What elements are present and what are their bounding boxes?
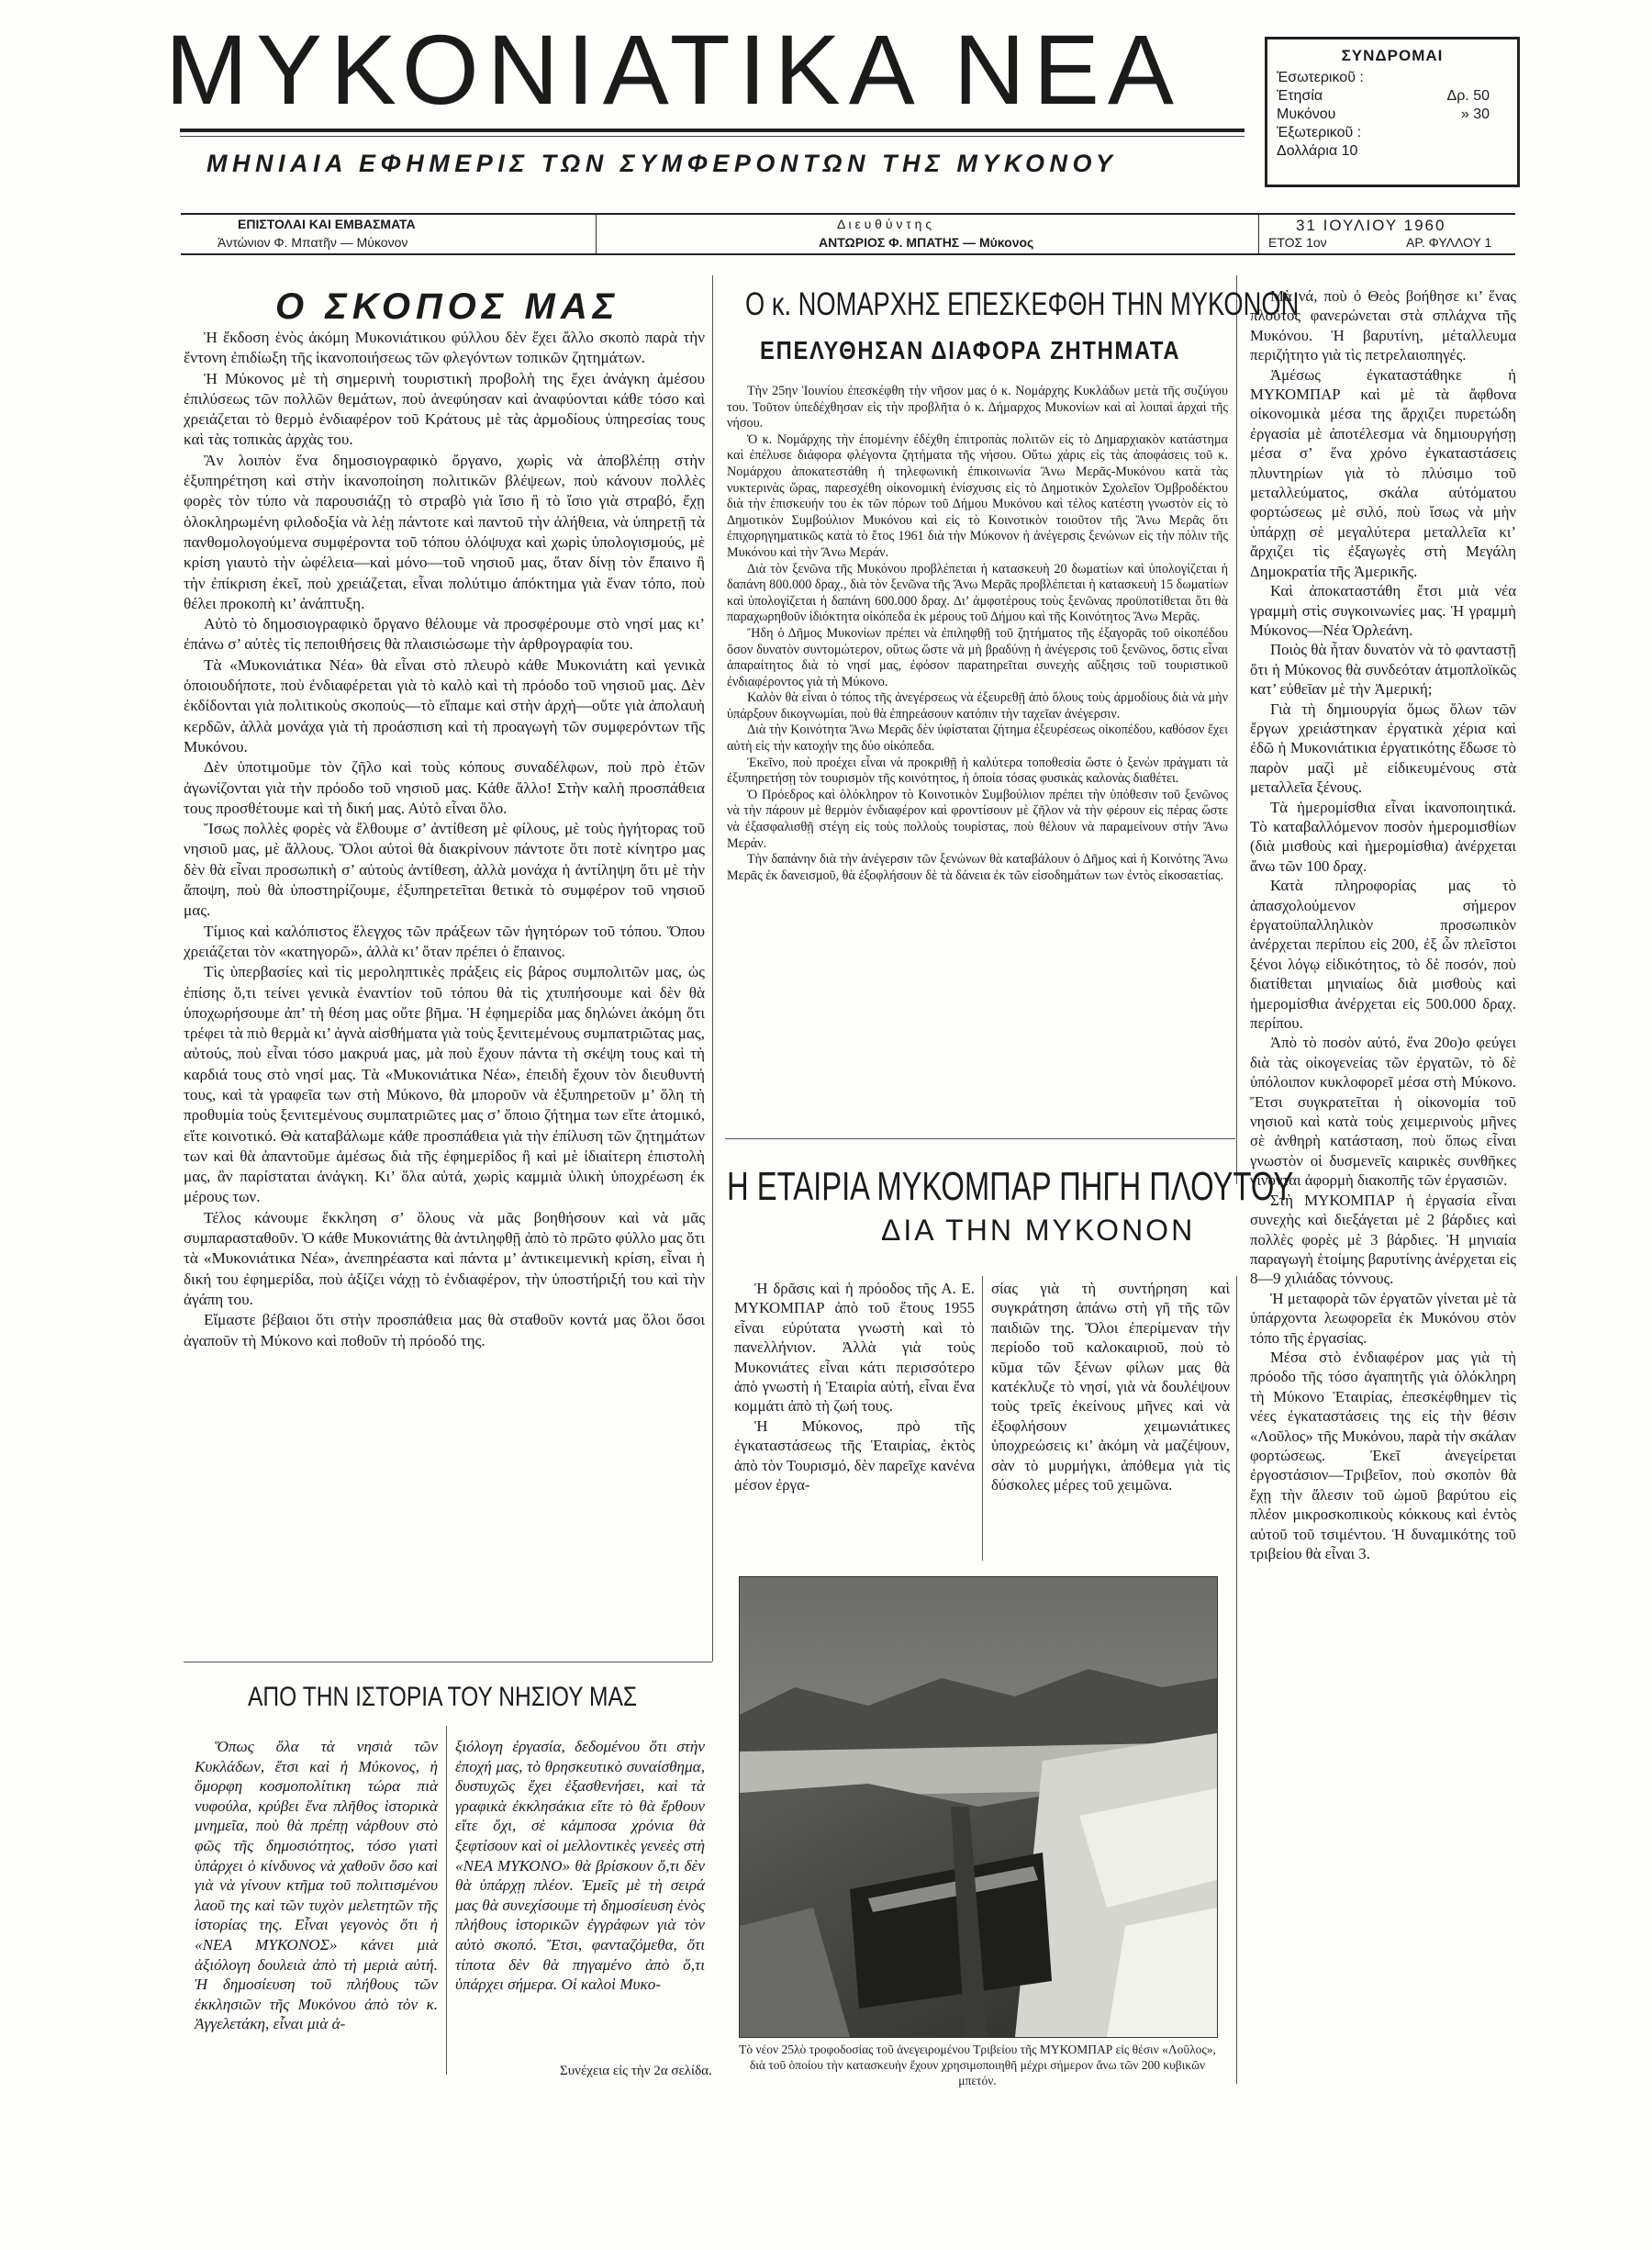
subscriptions-abroad: Ἐξωτερικοῦ : bbox=[1277, 125, 1362, 140]
skopos-paragraph: Τὶς ὑπερβασίες καὶ τὶς μεροληπτικὲς πράξεις εἰς βάρος συμπολιτῶν μας, ὡς ἐπίσης ὅ,τι τείνει γενικὰ ἐναντίον τοῦ τόπου θὰ τὶς χτυπήσουμε καὶ δὲν θὰ ὑποχωρήσουμε ἀπ’ τὴ θέση μας οὔτε βῆμα. Ἡ ἐφημερίδα μας δηλώνει ἀκόμη ὅτι τρέφει τὰ πιὸ θερμὰ κι’ ἁγνὰ αἰσθήματα γιὰ τοὺς ξενιτεμένους συμπατριῶτας μας, αὐτούς, ποὺ εἶναι τόσο μακρυά μας, μὰ ποὺ ἔχουν πάντα τὴ σκέψη τους καὶ τὴ καρδιά τους στὸ νησί μας. Τὰ «Μυκονιάτικα Νέα», ἐπειδὴ ἔχουν τὸν διευθυντή τους, καὶ τὰ γραφεῖα των στὴ Μύκονο, θὰ μποροῦν νὰ ἐξυπηρετοῦν μ’ ὅλη τὴ προθυμία τοὺς ξενιτεμένους συμπατριῶτες μας σ’ ὅποιο ζήτημα των εἴτε ἀτομικό, εἴτε κοινοτικό. Θὰ καταβάλωμε κάθε προσπάθεια γιὰ τὴν ἐπίλυση τῶν ζητημάτων των καὶ θὰ ἀπαντοῦμε ἀμέσως διὰ τῆς ἐφημερίδος ἢ καὶ μὲ ἰδιαίτερη ἐπιστολὴ μας, ἂν παρίσταται ἀνάγκη. Κι’ ὅλα αὐτά, χωρὶς καμμιὰ ὑλικὴ ὑποχρέωση ἐκ μέρους των. bbox=[184, 963, 705, 1206]
nomarchis-paragraph: Ὁ Πρόεδρος καὶ ὁλόκληρον τὸ Κοινοτικὸν Συμβούλιον πρέπει τὴν ὑπόθεσιν τοῦ ξενῶνος νὰ τὴν πάρουν μὲ θερμὸν ἐνδιαφέρον καὶ φροντίσουν μὲ ζῆλον νὰ τὴν φέρουν εἰς πέρας ὥστε νὰ ἐξασφαλισθῇ στέγη εἰς τοὺς πολλοὺς τουρίστας, ποὺ θέλουν νὰ παραμείνουν στὴν Ἄνω Μεράν. bbox=[727, 787, 1228, 851]
newspaper-subtitle: ΜΗΝΙΑΙΑ ΕΦΗΜΕΡΙΣ ΤΩΝ ΣΥΜΦΕΡΟΝΤΩΝ ΤΗΣ ΜΥΚΟΝΟΥ bbox=[206, 150, 1118, 177]
subscriptions-title: ΣΥΝΔΡΟΜΑΙ bbox=[1341, 47, 1444, 64]
director-name: ΑΝΤΩΡΙΟΣ Φ. ΜΠΑΤΗΣ — Μύκονος bbox=[819, 235, 1034, 250]
mykobar-paragraph: Μέσα στὸ ἐνδιαφέρον μας γιὰ τὴ πρόοδο τῆς τόσο ἀγαπητῆς γιὰ ὁλόκληρη τὴ Μύκονο Ἑταιρίας, ἐπεσκέφθημεν τὶς νέες ἐγκαταστάσεις της εἰς τὴν θέσιν «Λοῦλος» τῆς Μυκόνου, παρὰ τὴν σκάλαν φορτώσεως. Ἐκεῖ ἀνεγείρεται ἐργοστάσιον—Τριβεῖον, ποὺ σκοπὸν θὰ ἔχῃ τὴν ἄλεσιν τοῦ ὠμοῦ βαρύτου εἰς πλέον μικροσκοπικοὺς κόκκους καὶ ἐντὸς αὐτοῦ τοῦ τσιμέντου. Ἡ δυναμικότης τοῦ τριβείου θὰ εἶναι 3. bbox=[1250, 1348, 1516, 1562]
istoria-column-2 bbox=[455, 1737, 705, 1995]
letters-name: Ἀντώνιον Φ. Μπατῆν — Μύκονον bbox=[218, 235, 408, 250]
column-divider bbox=[982, 1276, 983, 1561]
skopos-paragraph: Δὲν ὑποτιμοῦμε τὸν ζῆλο καὶ τοὺς κόπους συναδέλφων, ποὺ πρὸ ἐτῶν ἀγωνίζονται γιὰ τὴν πρόοδο τοῦ νησιοῦ μας. Κάθε ἄλλο! Στὴν καλὴ προσπάθεια τους προσθέτουμε καὶ τὴ δική μας. Αὐτὸ εἶναι ὅλο. bbox=[184, 758, 705, 817]
mine-photo bbox=[739, 1576, 1218, 2038]
continued-note: Συνέχεια εἰς τὴν 2α σελίδα. bbox=[560, 2064, 712, 2078]
column-divider bbox=[446, 1726, 447, 2075]
mykobar-paragraph: Γιὰ τὴ δημιουργία ὅμως ὅλων τῶν ἔργων χρειάστηκαν ἐργατικὰ χέρια καὶ ἐδῶ ἡ Μυκονιάτικια ἐργατικότης ἔδωσε τὸ παρὸν μαζὶ μὲ εἰδικευμένους στὰ μεταλλεῖα ξένους. bbox=[1250, 700, 1516, 797]
mykobar-column-1 bbox=[734, 1279, 975, 1494]
mykobar-paragraph: Καὶ ἀποκαταστάθη ἔτσι μιὰ νέα γραμμὴ στὶς συγκοινωνίες μας. Ἡ γραμμὴ Μύκονος—Νέα Ὀρλεάνη. bbox=[1250, 582, 1516, 639]
skopos-paragraph: Ἂν λοιπὸν ἕνα δημοσιογραφικὸ ὄργανο, χωρὶς νὰ ἀποβλέπῃ στὴν ἐξυπηρέτηση καὶ στὴν ἱκανοποίηση πολιτικῶν βλέψεων, ποὺ κάνουν πολλὲς φορὲς τὸν τύπο νὰ παρουσιάζῃ τὸ στραβὸ γιὰ ἴσιο ἢ τὸ ἴσιο γιὰ στραβό, ἔχῃ ὁλοκληρωμένη φιλοδοξία νὰ λέῃ πάντοτε καὶ παντοῦ τὴν ἀλήθεια, νὰ ὑπηρετῇ τὰ πανθομολογούμενα συμφέροντα τοῦ τόπου ὁλόψυχα καὶ χωρὶς ὑπολογισμούς, μὲ κρίση γιαυτὸ τὴν ὠφέλεια—καὶ μόνο—τοῦ νησιοῦ μας, ὅταν δίνῃ τὸν ἔπαινο ἢ τὴν ἐπίκριση ἐκεῖ, ποὺ χρειάζεται, εἶναι πολύτιμο ἀπόκτημα γιὰ ἕναν τόπο, ποὺ θέλει προκοπὴ κι’ ἀνάπτυξη. bbox=[184, 451, 705, 612]
letters-title: ΕΠΙΣΤΟΛΑΙ ΚΑΙ ΕΜΒΑΣΜΑΤΑ bbox=[238, 217, 416, 231]
mykobar-subheading: ΔΙΑ ΤΗΝ ΜΥΚΟΝΟΝ bbox=[881, 1214, 1196, 1247]
skopos-paragraph: Ἡ Μύκονος μὲ τὴ σημερινὴ τουριστικὴ προβολὴ της ἔχει ἀνάγκη ἀμέσου ἐπιλύσεως τῶν πολλῶν θεμάτων, ποὺ ἀνεφύησαν καὶ ἀναφύονται κάθε τόσο καὶ χρειάζεται τὸ θερμὸ ἐνδιαφέρον τοῦ Κράτους μὲ τὰς ἁρμοδίους ὑπηρεσίας τους καὶ τὰς τοπικὰς ἀρχὰς του. bbox=[184, 369, 705, 449]
issue-year: ΕΤΟΣ 1ον bbox=[1268, 235, 1327, 250]
masthead bbox=[158, 14, 1241, 125]
date-cell bbox=[1259, 215, 1515, 253]
istoria-column-1 bbox=[195, 1737, 438, 2034]
skopos-paragraph: Ἡ ἔκδοση ἑνὸς ἀκόμη Μυκονιάτικου φύλλου δὲν ἔχει ἄλλο σκοπὸ παρὰ τὴν ἔντονη ἐπιδίωξη τῆς ἱκανοποιήσεως τῶν φλεγόντων τοπικῶν ζητημάτων. bbox=[184, 329, 705, 367]
mykobar-paragraph: Ἡ Μύκονος, πρὸ τῆς ἐγκαταστάσεως τῆς Ἑταιρίας, ἐκτὸς ἀπὸ τὸν Τουρισμό, δὲν παρεῖχε κανένα μέσον ἐργα- bbox=[734, 1416, 975, 1494]
mykobar-paragraph: Ἡ μεταφορὰ τῶν ἐργατῶν γίνεται μὲ τὰ ὑπάρχοντα λεωφορεῖα ἐκ Μυκόνου στὸν τόπο τῆς ἐργασίας. bbox=[1250, 1289, 1516, 1347]
director-cell bbox=[597, 215, 1257, 253]
nomarchis-paragraph: Διὰ τὴν Κοινότητα Ἄνω Μερᾶς δὲν ὑφίσταται ζήτημα ἐξευρέσεως οἰκοπέδου, καθόσον ἔχει αὐτὴ εἰς τὴν κατοχήν της δύο οἰκόπεδα. bbox=[727, 722, 1228, 755]
subscriptions-annual-value: Δρ. 50 bbox=[1446, 88, 1490, 104]
nomarchis-paragraph: Ἤδη ὁ Δῆμος Μυκονίων πρέπει νὰ ἐπιληφθῇ τοῦ ζητήματος τῆς ἐξαγορᾶς τοῦ οἰκοπέδου ὅσον δυνατὸν συντομώτερον, οὕτως ὥστε νὰ μὴ βραδύνῃ ἡ ἀνέγερσις τοῦ ξενῶνος, ὅστις εἶναι ἀπαραίτητος διὰ τὸ νησί μας, ἐφόσον παρατηρεῖται συνεχὴς αὔξησις τοῦ τουριστικοῦ ἐνδιαφέροντος γιὰ τὴ Μύκονο. bbox=[727, 625, 1228, 689]
nomarchis-paragraph: Ὁ κ. Νομάρχης τὴν ἑπομένην ἐδέχθη ἐπιτροπὰς πολιτῶν εἰς τὸ Δημαρχιακὸν κατάστημα καὶ ἐπέλυσε διάφορα φλέγοντα ζητήματα τῆς νήσου. Οὕτω χάρις εἰς τὰς ἀποφάσεις τοῦ κ. Νομάρχου ἀποκατεστάθη ἡ τηλεφωνικὴ ἐπικοινωνία Ἄνω Μερᾶς-Μυκόνου κατὰ τὰς νυκτερινὰς ὥρας, παρεσχέθη οἰκονομικὴ ἐνίσχυσις εἰς τὸ Δημοτικὸν Σχολεῖον Ὀμβροδέκτου διὰ τὴν ἐπισκευήν του ἐκ τῶν πόρων τοῦ Δήμου Μυκόνου καὶ τέλος κατέστη γνωστὸν εἰς τὸ Δημοτικὸν Συμβούλιον Μυκόνου καὶ εἰς τὸ Κοινοτικὸν τοιοῦτον τῆς Ἄνω Μερᾶς ὅτι ἐπιχορηγηματικῶς κατὰ τὸ ἔτος 1961 διὰ τὴν Μύκονον ἡ ἀνέγερσις ξενώνων εἰς τὴν πόλιν τῆς Μυκόνου καὶ τὴν Ἄνω Μεράν. bbox=[727, 431, 1228, 560]
mykobar-paragraph: Τὰ ἡμερομίσθια εἶναι ἱκανοποιητικά. Τὸ καταβαλλόμενον ποσὸν ἡμερομισθίων (διὰ μισθοὺς καὶ ἡμερομίσθια) ἀνέρχεται ἄνω τῶν 100 δραχ. bbox=[1250, 798, 1516, 875]
istoria-heading: ΑΠΟ ΤΗΝ ΙΣΤΟΡΙΑ ΤΟΥ ΝΗΣΙΟΥ ΜΑΣ bbox=[248, 1682, 638, 1712]
info-bar bbox=[181, 213, 1515, 255]
mykobar-paragraph: Ἡ δρᾶσις καὶ ἡ πρόοδος τῆς Α. Ε. ΜΥΚΟΜΠΑΡ ἀπὸ τοῦ ἔτους 1955 εἶναι εὐρύτατα γνωστὴ καὶ τὸ πανελλήνιον. Ἀλλὰ γιὰ τοὺς Μυκονιάτες εἶναι κάτι περισσότερο ἀπὸ γνωστὴ ἡ Ἑταιρία αὐτή, εἶναι ἕνα κομμάτι ἀπὸ τὴ ζωή τους. bbox=[734, 1280, 975, 1416]
mine-photo-image bbox=[740, 1577, 1217, 2037]
mykobar-paragraph: Ἀπὸ τὸ ποσὸν αὐτό, ἕνα 20ο)ο φεύγει διὰ τὰς οἰκογενείας τῶν ἐργατῶν, τὸ δὲ ὑπόλοιπον κυκλοφορεῖ μέσα στὴ Μύκονο. Ἔτσι συγκρατεῖται ἡ οἰκονομία τοῦ νησιοῦ καὶ κατὰ τοὺς χειμερινοὺς μῆνες σὲ ἀνθηρὴ κατάσταση, ποὺ ὅπως εἶναι γνωστὸν οἱ δυσμενεῖς καιρικὲς συνθῆκες γίνονται ἀφορμὴ διακοπῆς τῶν ἐργασιῶν. bbox=[1250, 1034, 1516, 1190]
nomarchis-heading: Ο κ. ΝΟΜΑΡΧΗΣ ΕΠΕΣΚΕΦΘΗ ΤΗΝ ΜΥΚΟΝΟΝ bbox=[745, 286, 1300, 322]
skopos-paragraph: Αὐτὸ τὸ δημοσιογραφικὸ ὄργανο θέλουμε νὰ προσφέρουμε στὸ νησί μας κι’ ἐπάνω σ’ αὐτὲς τὶς πεποιθήσεις θὰ πλαισιώσωμε τὴν ἀρθρογραφία του. bbox=[184, 615, 705, 654]
mykobar-column-2 bbox=[991, 1279, 1230, 1494]
mykobar-paragraph: Μὰ νά, ποὺ ὁ Θεὸς βοήθησε κι’ ἕνας πλοῦτος φανερώνεται στὰ σπλάχνα τῆς Μυκόνου. Ἡ βαρυτίνη, μέταλλευμα περιζήτητο γιὰ τὶς πετρελαιοπηγές. bbox=[1250, 287, 1516, 364]
newspaper-title: ΜΥΚΟΝΙΑΤΙΚΑ ΝΕΑ bbox=[165, 14, 1182, 125]
subscriptions-annual-row bbox=[1277, 87, 1508, 106]
issue-number: ΑΡ. ΦΥΛΛΟΥ 1 bbox=[1406, 235, 1492, 250]
mykobar-paragraph: Κατὰ πληροφορίας μας τὸ ἀπασχολούμενον σήμερον ἐργατοϋπαλληλικὸν προσωπικὸν ἀνέρχεται περίπου εἰς 200, ἐξ ὧν πλεῖστοι ξένοι λόγῳ εἰδικότητος, τὸ δὲ ποσόν, ποὺ διατίθεται μηνιαίως διὰ μισθοὺς καὶ ἡμερομίσθια ἀνέρχεται εἰς 500.000 δραχ. περίπου. bbox=[1250, 877, 1516, 1033]
mykobar-paragraph: Ἀμέσως ἐγκαταστάθηκε ἡ ΜΥΚΟΜΠΑΡ καὶ μὲ τὰ ἄφθονα οἰκονομικὰ μέσα της ἄρχιζει πυρετώδη ἐργασία μὲ ἀποτέλεσμα νὰ δημιουργήσῃ μέσα σ’ ἕνα χρόνο ἐγκαταστάσεις πλυντηρίων γιὰ τὸ πλύσιμο τοῦ μεταλλεύματος, σκάλα αὐτόματου φορτώσεως μὲ σιλό, ποὺ ἴσως νὰ μὴν ὑπάρχῃ σὲ μεγαλύτερα μεταλλεῖα κι’ ἄρχιζει τὶς ἐξαγωγὲς στὴ Μεγάλη Δημοκρατία τῆς Ἀμερικῆς. bbox=[1250, 365, 1516, 580]
subscriptions-mykonos-row bbox=[1277, 106, 1508, 124]
istoria-paragraph: Ὅπως ὅλα τὰ νησιὰ τῶν Κυκλάδων, ἔτσι καὶ ἡ Μύκονος, ἡ ὄμορφη κοσμοπολίτικη τώρα πιὰ νυφούλα, κρύβει ἕνα πλῆθος ἱστορικὰ μνημεῖα, ποὺ θὰ πρέπῃ νάρθουν στὸ φῶς τῆς δημοσιότητος, τόσο γιατὶ ὑπάρχει ὁ κίνδυνος νὰ χαθοῦν ὅσο καὶ γιὰ νὰ γίνουν κτῆμα τοῦ πολιτισμένου λαοῦ της καὶ τῶν τυχὸν μελετητῶν τῆς ἱστορίας της. Εἶναι γεγονὸς ὅτι ἡ «ΝΕΑ ΜΥΚΟΝΟΣ» κάνει μιὰ ἀξιόλογη δουλειὰ ἀπὸ τὴ μεριὰ αὐτή. Ἡ δημοσίευση τοῦ πλήθους τῶν ἐκκλησιῶν τῆς Μυκόνου ἀπὸ τὸν κ. Ἀγγελετάκη, εἶναι μιὰ ἀ- bbox=[195, 1738, 438, 2033]
masthead-rule-thin bbox=[180, 136, 1245, 137]
subscriptions-mykonos-value: » 30 bbox=[1460, 106, 1490, 122]
mykobar-paragraph: Ποιὸς θὰ ἦταν δυνατὸν νὰ τὸ φανταστῇ ὅτι ἡ Μύκονος θὰ συνδεόταν ἀτμοπλοϊκῶς κατ’ εὐθεῖαν μὲ τὴν Ἀμερική; bbox=[1250, 641, 1516, 699]
skopos-body bbox=[184, 328, 705, 1351]
subscriptions-dollars: Δολλάρια 10 bbox=[1277, 143, 1358, 159]
skopos-paragraph: Τίμιος καὶ καλόπιστος ἔλεγχος τῶν πράξεων τῶν ἡγητόρων τοῦ τόπου. Ὅπου χρειάζεται τὸν «κατηγορῶ», ἀλλὰ κι’ ὅταν πρέπει ὁ ἔπαινος. bbox=[184, 922, 705, 960]
nomarchis-paragraph: Τὴν 25ην Ἰουνίου ἐπεσκέφθη τὴν νῆσον μας ὁ κ. Νομάρχης Κυκλάδων μετὰ τῆς συζύγου του. Τοῦτον ὑπεδέχθησαν εἰς τὴν προβλῆτα ὁ κ. Δήμαρχος Μυκονίων καὶ αἱ λοιπαὶ ἀρχαὶ τῆς νήσου. bbox=[727, 384, 1228, 431]
nomarchis-paragraph: Καλὸν θὰ εἶναι ὁ τόπος τῆς ἀνεγέρσεως νὰ ἐξευρεθῇ ἀπὸ ὅλους τοὺς ἁρμοδίους διὰ νὰ μὴν ὑπάρξουν δικογνωμίαι, ποὺ θὰ ἐπηρεάσουν κατόπιν τὴν ταχεῖαν ἀνέγερσιν. bbox=[727, 690, 1228, 722]
column-divider bbox=[1236, 275, 1237, 1184]
skopos-paragraph: Τὰ «Μυκονιάτικα Νέα» θὰ εἶναι στὸ πλευρὸ κάθε Μυκονιάτη καὶ γενικὰ ὁποιουδήποτε, ποὺ ἐνδιαφέρεται γιὰ τὸ καλὸ καὶ τὴ πρόοδο τοῦ νησιοῦ μας. Δὲν ἐκδίδονται γιὰ πολιτικοὺς σκοποὺς—τὸ εἴπαμε καὶ στὴν ἀρχὴ—οὔτε γιὰ ἀπολαυὴ κερδῶν, ἀλλὰ μονάχα γιὰ τὴ προάσπιση καὶ τὴ προαγωγὴ τῶν συμφερόντων τῆς Μυκόνου. bbox=[184, 655, 705, 756]
subscriptions-domestic: Ἐσωτερικοῦ : bbox=[1277, 70, 1364, 85]
subscriptions-mykonos-label: Μυκόνου bbox=[1277, 106, 1336, 122]
issue-date: 31 ΙΟΥΛΙΟΥ 1960 bbox=[1296, 217, 1446, 234]
letters-cell bbox=[181, 215, 596, 253]
skopos-paragraph: Εἴμαστε βέβαιοι ὅτι στὴν προσπάθεια μας θὰ σταθοῦν κοντά μας ὅλοι ὅσοι ἀγαποῦν τὴ Μύκονο καὶ ποθοῦν τὴ πρόοδό της. bbox=[184, 1311, 705, 1349]
section-divider bbox=[725, 1138, 1235, 1139]
skopos-paragraph: Τέλος κάνουμε ἔκκληση σ’ ὅλους νὰ μᾶς βοηθήσουν καὶ νὰ μᾶς συμπαρασταθοῦν. Ὁ κάθε Μυκονιάτης θὰ ἀντιληφθῇ ἀπὸ τὸ πρῶτο φύλλο μας ὅτι τὰ «Μυκονιάτικα Νέα», ἀνεπηρέαστα καὶ πάντα μ’ ἀντικειμενικὴ κρίση, εἶναι ἡ δική του ἐφημερίδα, ποὺ ἀξίζει νάχῃ τὸ ἐνδιαφέρον, τὴν ὑποστήριξή του καὶ τὴν ἀγάπη του. bbox=[184, 1208, 705, 1308]
skopos-heading: Ο ΣΚΟΠΟΣ ΜΑΣ bbox=[275, 286, 620, 327]
mykobar-heading: Η ΕΤΑΙΡΙΑ ΜΥΚΟΜΠΑΡ ΠΗΓΗ ΠΛΟΥΤΟΥ bbox=[727, 1164, 1294, 1209]
column-divider bbox=[712, 275, 713, 1662]
nomarchis-subheading: ΕΠΕΛΥΘΗΣΑΝ ΔΙΑΦΟΡΑ ΖΗΤΗΜΑΤΑ bbox=[760, 336, 1181, 364]
masthead-rule bbox=[180, 129, 1245, 132]
photo-caption: Τὸ νέον 25λὸ τροφοδοσίας τοῦ ἀνεγειρομένου Τριβείου τῆς ΜΥΚΟΜΠΑΡ εἰς θέσιν «Λοῦλος», διὰ τοῦ ὁποίου τὴν κατασκευὴν ἔχουν χρησιμοποιηθῆ μέχρι σήμερον ἄνω τῶν 200 κυβικῶν μπετόν. bbox=[739, 2043, 1216, 2088]
column-divider bbox=[1236, 1276, 1237, 2084]
subscriptions-annual-label: Ἐτησία bbox=[1277, 88, 1323, 104]
nomarchis-paragraph: Τὴν δαπάνην διὰ τὴν ἀνέγερσιν τῶν ξενώνων θὰ καταβάλουν ὁ Δῆμος καὶ ἡ Κοινότης Ἄνω Μερᾶς ἐκ δανεισμοῦ, θὰ ἐξοφλήσουν δὲ τὰ δάνεια ἐκ τῶν εἰσοδημάτων των ἐντὸς εἰκοσαετίας. bbox=[727, 852, 1228, 883]
nomarchis-paragraph: Ἐκεῖνο, ποὺ προέχει εἶναι νὰ προκριθῇ ἡ καλύτερα τοποθεσία ὥστε ὁ ξενὼν πράγματι τὰ ἐξυπηρετήσῃ τὸν τουρισμὸν τῆς κοινότητος, ἡ ὁποία τόσας φυσικὰς καλονὰς διαθέτει. bbox=[727, 755, 1228, 787]
director-title: Δ ι ε υ θ ύ ν τ η ς bbox=[837, 217, 932, 231]
skopos-paragraph: Ἴσως πολλὲς φορὲς νὰ ἔλθουμε σ’ ἀντίθεση μὲ φίλους, μὲ τοὺς ἡγήτορας τοῦ νησιοῦ μας, μὲ ἄλλους. Ὅλοι αὐτοὶ θὰ διακρίνουν πάντοτε ὅτι ποτὲ κίνητρο μας δὲν θὰ εἶναι προσωπικὴ σ’ αὐτοὺς ἀντίθεση, ἀλλὰ μονάχα ἡ ἀντίληψη ὅτι μὲ τὴν ἄποψη, ποὺ θὰ ὑποστηρίζουμε, ἐξυπηρετεῖται θετικὰ τὸ συμφέρον τοῦ νησιοῦ μας. bbox=[184, 820, 705, 920]
nomarchis-paragraph: Διὰ τὸν ξενῶνα τῆς Μυκόνου προβλέπεται ἡ κατασκευὴ 20 δωματίων καὶ ὑπολογίζεται ἡ δαπάνη 800.000 δραχ., διὰ τὸν ξενῶνα τῆς Ἄνω Μερᾶς προβλέπεται ἡ κατασκευὴ 15 δωματίων καὶ ὑπολογίζεται ἡ δαπάνη 600.000 δραχ. Δι’ ἀμφοτέρους τοὺς ξενῶνας προϋποτίθεται ὅτι θὰ παραχωρηθοῦν ἰδιόκτητα οἰκόπεδα ἐκ μέρους τοῦ Δήμου καὶ τῆς Κοινότητος Ἄνω Μερᾶς. bbox=[727, 561, 1228, 625]
mykobar-right-column bbox=[1250, 286, 1516, 1563]
subscriptions-box bbox=[1265, 37, 1520, 187]
mykobar-paragraph: Στὴ ΜΥΚΟΜΠΑΡ ἡ ἐργασία εἶναι συνεχὴς καὶ διεξάγεται μὲ 2 βάρδιες καὶ πολλὲς φορὲς μὲ 3 βάρδιες. Ἡ μηνιαία παραγωγὴ ἑτοίμης βαρυτίνης ἀνέρχεται εἰς 8—9 χιλιάδας τόννους. bbox=[1250, 1191, 1516, 1288]
mykobar-paragraph: σίας γιὰ τὴ συντήρηση καὶ συγκράτηση ἀπάνω στὴ γῆ τῆς τῶν παιδιῶν της. Ὅλοι ἐπερίμεναν τὴν περίοδο τοῦ καλοκαιριοῦ, ποὺ τὸ κῦμα τῶν ξένων φίλων μας θὰ κατέκλυζε τὸ νησί, γιὰ νὰ δουλέψουν τοὺς τρεῖς ἐκείνους μῆνες καὶ νὰ ἐξοφλήσουν χειμωνιάτικες ὑποχρεώσεις κι’ ἀκόμη νὰ μαζέψουν, σὰν τὸ μυρμήγκι, ἀπόθεμα γιὰ τὶς δύσκολες μέρες τοῦ χειμῶνα. bbox=[991, 1280, 1230, 1494]
nomarchis-body bbox=[727, 384, 1228, 884]
istoria-paragraph: ξιόλογη ἐργασία, δεδομένου ὅτι στὴν ἐποχή μας, τὸ θρησκευτικὸ συναίσθημα, δυστυχῶς ἔχει ἐξασθενήσει, καὶ τὰ γραφικὰ ἐκκλησάκια εἴτε τὸ θὰ ἔρθουν εἴτε ὄχι, σὲ κάμποσα χρόνια θὰ ξεφτίσουν καὶ οἱ μελλοντικὲς γενεὲς στὴ «ΝΕΑ ΜΥΚΟΝΟ» θὰ βρίσκουν ὅ,τι δὲν θὰ ὑπάρχῃ πλέον. Ἐμεῖς μὲ τὴ σειρά μας θὰ συνεχίσουμε τὴ δημοσίευση ἑνὸς πλήθους ἱστορικῶν ἐγγράφων γιὰ τὸν αὐτὸ σκοπό. Ἔτσι, φανταζόμεθα, ὅτι τίποτα δὲν θὰ πηγαμένο ἀπὸ ὅ,τι ὑπάρχει σήμερα. Οἱ καλοὶ Μυκο- bbox=[455, 1738, 705, 1994]
